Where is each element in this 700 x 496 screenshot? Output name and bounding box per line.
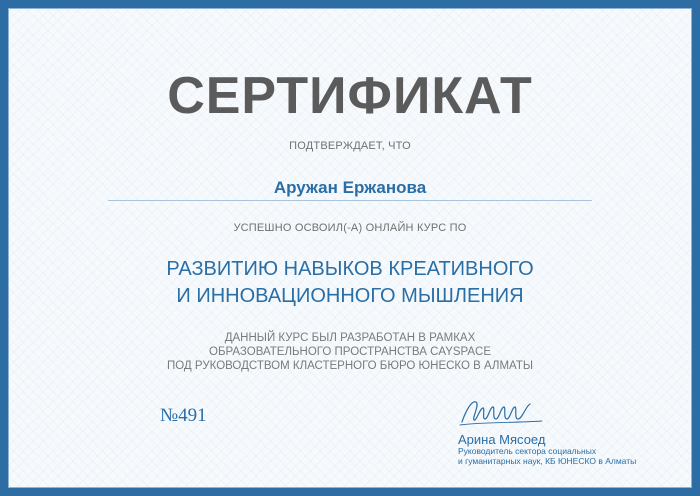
description-line: ОБРАЗОВАТЕЛЬНОГО ПРОСТРАНСТВА CAYSPACE	[209, 346, 491, 358]
signer-role-line: и гуманитарных наук, КБ ЮНЕСКО в Алматы	[458, 456, 637, 466]
course-title-line: РАЗВИТИЮ НАВЫКОВ КРЕАТИВНОГО	[166, 258, 534, 280]
confirms-text: ПОДТВЕРЖДАЕТ, ЧТО	[289, 140, 411, 152]
course-title	[0, 256, 700, 310]
name-underline	[108, 200, 592, 201]
course-description	[0, 331, 700, 373]
recipient-name: Аружан Ержанова	[273, 178, 427, 197]
signer-role-line: Руководитель сектора социальных	[458, 446, 597, 456]
signer-name: Арина Мясоед	[458, 432, 546, 447]
certificate-number: №491	[160, 405, 207, 426]
course-title-line: И ИННОВАЦИОННОГО МЫШЛЕНИЯ	[176, 285, 524, 307]
description-line: ДАННЫЙ КУРС БЫЛ РАЗРАБОТАН В РАМКАХ	[224, 332, 476, 344]
completed-text: УСПЕШНО ОСВОИЛ(-А) ОНЛАЙН КУРС ПО	[233, 222, 467, 234]
signer-role	[458, 446, 636, 466]
signature-image	[452, 392, 552, 432]
description-line: ПОД РУКОВОДСТВОМ КЛАСТЕРНОГО БЮРО ЮНЕСКО В АЛМАТЫ	[166, 360, 534, 372]
certificate-title: СЕРТИФИКАТ	[167, 67, 533, 125]
